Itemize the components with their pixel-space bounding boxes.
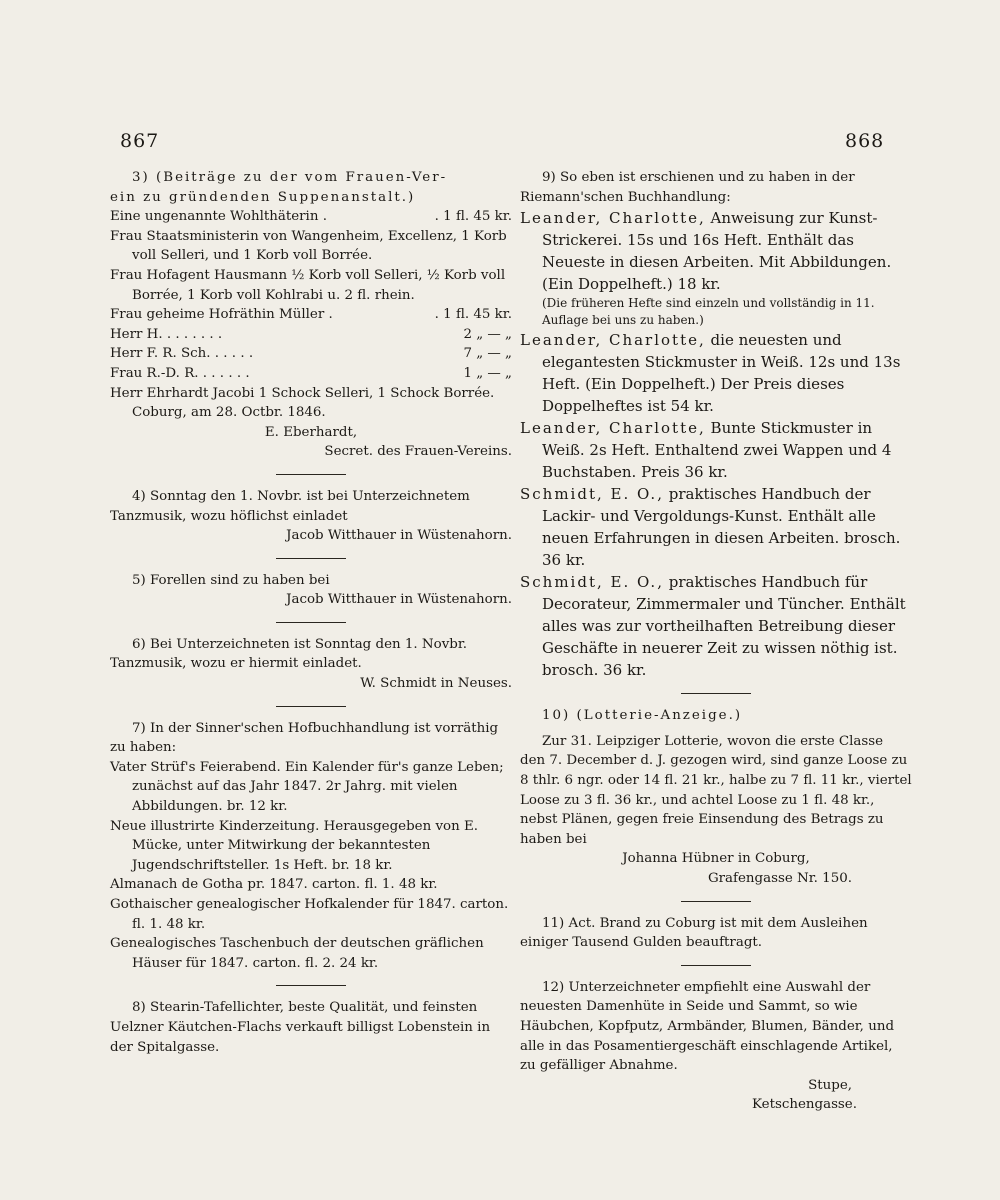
notice-10-text: Zur 31. Leipziger Lotterie, wovon die erste Classe den 7. December d. J. gezogen wird, sind ganze Loose zu 8 thlr. 6 ngr. oder 14 fl. 21 kr., halbe zu 7 fl. 11 kr., viertel Loose zu 3 fl. 36 kr., und achtel Loose zu 1 fl. 48 kr., nebst Plänen, gegen freie Einsendung des Betrags zu haben bei (520, 733, 912, 847)
notice-5-signature: Jacob Witthauer in Wüstenahorn. (286, 592, 512, 608)
notice-9 (520, 168, 912, 681)
section-divider (681, 693, 751, 694)
notice-3-title-2: ein zu gründenden Suppenanstalt.) (110, 189, 416, 205)
book-listing: Leander, Charlotte, Anweisung zur Kunst-Strickerei. 15s und 16s Heft. Enthält das Neueste in diesen Arbeiten. Mit Abbildungen. (Ein Doppelheft.) 18 kr. (520, 209, 892, 294)
notice-3-date: Coburg, am 28. Octbr. 1846. (132, 405, 326, 421)
notice-4-signature: Jacob Witthauer in Wüstenahorn. (286, 528, 512, 544)
donation-row: Herr H. . . . . . . . 2 „ — „ (110, 326, 512, 342)
notice-10-signature-address: Grafengasse Nr. 150. (707, 870, 852, 886)
donation-row: Frau Hofagent Hausmann ½ Korb voll Selleri, ½ Korb voll Borrée, 1 Korb voll Kohlrabi u. 2 fl. rhein. (110, 267, 506, 303)
book-listing: Schmidt, E. O., praktisches Handbuch der Lackir- und Vergoldungs-Kunst. Enthält alle neuen Erfahrungen in diesen Arbeiten. brosch. 36 kr. (520, 485, 901, 570)
notice-11 (520, 914, 912, 953)
left-column (110, 168, 512, 1057)
notice-8-text: 8) Stearin-Tafellichter, beste Qualität, und feinsten Uelzner Käutchen-Flachs verkauft billigst Lobenstein in der Spitalgasse. (110, 1000, 491, 1055)
notice-10-title: 10) (Lotterie-Anzeige.) (542, 708, 743, 724)
notice-6-text: 6) Bei Unterzeichneten ist Sonntag den 1. Novbr. Tanzmusik, wozu er hiermit einladet. (110, 636, 468, 672)
notice-10 (520, 706, 912, 888)
donation-row: Frau geheime Hofräthin Müller . . 1 fl. 45 kr. (110, 307, 512, 323)
notice-10-signature-name: Johanna Hübner in Coburg, (622, 851, 810, 867)
book-listing: Vater Strüf's Feierabend. Ein Kalender für's ganze Leben; zunächst auf das Jahr 1847. 2r Jahrg. mit vielen Abbildungen. br. 12 kr. (110, 759, 504, 815)
section-divider (276, 558, 346, 559)
book-listing-note: (Die früheren Hefte sind einzeln und vollständig in 11. Auflage bei uns zu haben.) (542, 296, 875, 328)
donation-row: Herr F. R. Sch. . . . . . 7 „ — „ (110, 346, 512, 362)
section-divider (276, 706, 346, 707)
notice-4-text: 4) Sonntag den 1. Novbr. ist bei Unterzeichnetem Tanzmusik, wozu höflichst einladet (110, 488, 470, 524)
notice-5-text: 5) Forellen sind zu haben bei (132, 572, 330, 588)
notice-7 (110, 719, 512, 974)
section-divider (681, 901, 751, 902)
notice-11-text: 11) Act. Brand zu Coburg ist mit dem Ausleihen einiger Tausend Gulden beauftragt. (520, 915, 868, 951)
notice-9-intro: 9) So eben ist erschienen und zu haben in der Riemann'schen Buchhandlung: (520, 170, 855, 205)
section-divider (276, 622, 346, 623)
notice-3-title-1: 3) (Beiträge zu der vom Frauen-Ver- (132, 170, 448, 185)
section-divider (276, 474, 346, 475)
book-listing: Gothaischer genealogischer Hofkalender für 1847. carton. fl. 1. 48 kr. (110, 897, 509, 932)
book-listing: Genealogisches Taschenbuch der deutschen gräflichen Häuser für 1847. carton. fl. 2. 24 kr. (110, 936, 484, 971)
notice-12-text: 12) Unterzeichneter empfiehlt eine Auswahl der neuesten Damenhüte in Seide und Sammt, so wie Häubchen, Kopfputz, Armbänder, Blumen, Bänder, und alle in das Posamentiergeschäft einschlagende Artikel, zu gefälliger Abnahme. (520, 979, 895, 1074)
notice-3-signature-name: E. Eberhardt, (264, 424, 358, 440)
notice-3 (110, 168, 512, 462)
notice-6 (110, 635, 512, 694)
notice-4 (110, 487, 512, 546)
notice-7-intro: 7) In der Sinner'schen Hofbuchhandlung ist vorräthig zu haben: (110, 720, 499, 756)
notice-12-signature-name: Stupe, (808, 1077, 852, 1093)
page-number-left: 867 (120, 130, 160, 152)
page-number-right: 868 (845, 130, 885, 152)
book-listing: Leander, Charlotte, die neuesten und elegantesten Stickmuster in Weiß. 12s und 13s Heft. (Ein Doppelheft.) Der Preis dieses Doppelheftes ist 54 kr. (520, 331, 901, 416)
donation-row: Frau Staatsministerin von Wangenheim, Excellenz, 1 Korb voll Selleri, und 1 Korb voll Borrée. (110, 228, 507, 264)
notice-3-signature-title: Secret. des Frauen-Vereins. (324, 444, 512, 460)
notice-6-signature: W. Schmidt in Neuses. (360, 676, 512, 692)
notice-5 (110, 571, 512, 610)
section-divider (276, 985, 346, 986)
book-listing: Almanach de Gotha pr. 1847. carton. fl. 1. 48 kr. (110, 877, 438, 893)
notice-8 (110, 998, 512, 1057)
book-listing: Leander, Charlotte, Bunte Stickmuster in Weiß. 2s Heft. Enthaltend zwei Wappen und 4 Buchstaben. Preis 36 kr. (520, 419, 892, 482)
notice-12 (520, 978, 912, 1115)
book-listing: Neue illustrirte Kinderzeitung. Herausgegeben von E. Mücke, unter Mitwirkung der bekanntesten Jugendschriftsteller. 1s Heft. br. 18 kr. (110, 818, 478, 873)
right-column (520, 168, 912, 1115)
donation-row: Eine ungenannte Wohlthäterin . . 1 fl. 45 kr. (110, 209, 512, 225)
section-divider (681, 965, 751, 966)
notice-12-signature-address: Ketschengasse. (752, 1097, 857, 1113)
donation-row: Frau R.-D. R. . . . . . . 1 „ — „ (110, 365, 512, 381)
donation-row: Herr Ehrhardt Jacobi 1 Schock Selleri, 1 Schock Borrée. (110, 385, 495, 401)
book-listing: Schmidt, E. O., praktisches Handbuch für Decorateur, Zimmermaler und Tüncher. Enthält alles was zur vortheilhaften Betreibung dieser Geschäfte in neuerer Zeit zu wissen nöthig ist. brosch. 36 kr. (520, 573, 906, 680)
